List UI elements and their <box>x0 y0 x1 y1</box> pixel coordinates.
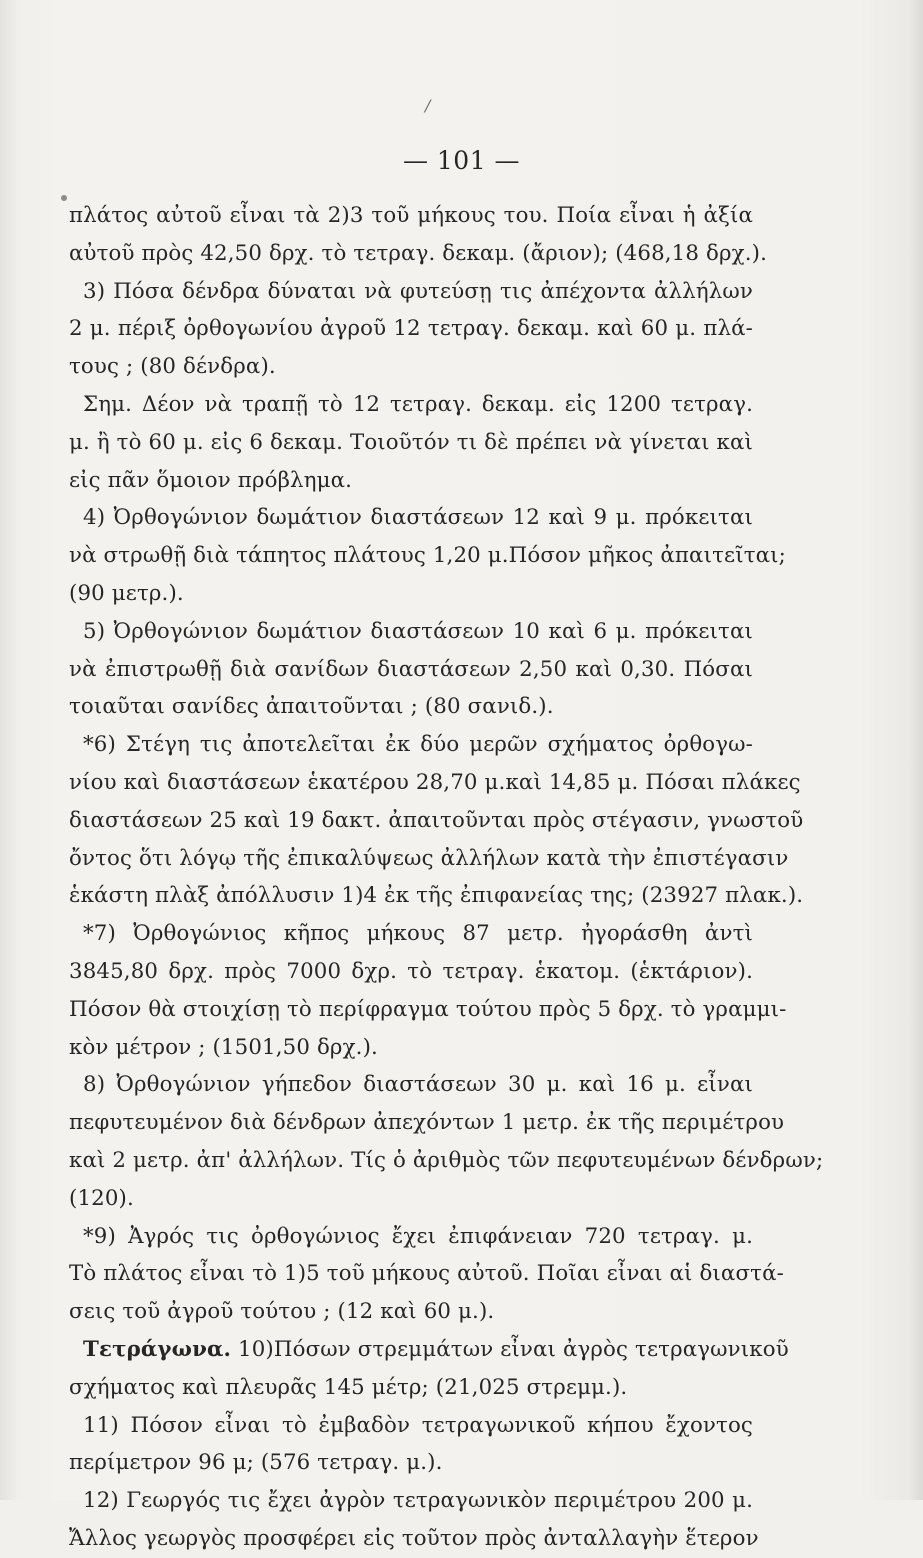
text-line: (120). <box>69 1185 134 1211</box>
text-line: νὰ ἐπιστρωθῇ διὰ σανίδων διαστάσεων 2,50 καὶ 0,30. Πόσαι <box>69 656 753 682</box>
text-line-rest: 10)Πόσων στρεμμάτων εἶναι ἀγρὸς τετραγωνικοῦ <box>238 1336 789 1362</box>
text-line: Ἄλλος γεωργὸς προσφέρει εἰς τοῦτον πρὸς ἀνταλλαγὴν ἕτερον <box>69 1525 759 1551</box>
text-line: σχήματος καὶ πλευρᾶς 145 μέτρ; (21,025 στρεμμ.). <box>69 1374 628 1400</box>
text-line: κὸν μέτρον ; (1501,50 δρχ.). <box>69 1034 378 1060</box>
page-number: — 101 — <box>402 146 521 175</box>
paper-speck <box>61 195 67 201</box>
text-line: διαστάσεων 25 καὶ 19 δακτ. ἀπαιτοῦνται πρὸς στέγασιν, γνωστοῦ <box>69 807 804 833</box>
text-line: σεις τοῦ ἀγροῦ τούτου ; (12 καὶ 60 μ.). <box>69 1299 495 1325</box>
body-text <box>69 197 824 1558</box>
text-line: 3) Πόσα δένδρα δύναται νὰ φυτεύσῃ τις ἀπέχοντα ἀλλήλων <box>83 278 753 304</box>
text-line: τους ; (80 δένδρα). <box>69 354 276 380</box>
text-line-with-heading <box>69 1331 789 1369</box>
text-line: 4) Ὀρθογώνιον δωμάτιον διαστάσεων 12 καὶ 9 μ. πρόκειται <box>83 505 753 531</box>
text-line: 8) Ὀρθογώνιον γήπεδον διαστάσεων 30 μ. καὶ 16 μ. εἶναι <box>83 1072 753 1098</box>
text-line: περίμετρον 96 μ; (576 τετραγ. μ.). <box>69 1450 443 1476</box>
section-heading: Τετράγωνα. <box>83 1336 232 1362</box>
text-line: 3845,80 δρχ. πρὸς 7000 δχρ. τὸ τετραγ. ἑκατομ. (ἑκτάριον). <box>69 958 753 984</box>
text-line: εἰς πᾶν ὅμοιον πρόβλημα. <box>69 467 353 493</box>
text-line: Πόσον θὰ στοιχίσῃ τὸ περίφραγμα τούτου πρὸς 5 δρχ. τὸ γραμμι- <box>69 996 787 1022</box>
text-line: *7) Ὀρθογώνιος κῆπος μήκους 87 μετρ. ἠγοράσθη ἀντὶ <box>83 921 753 947</box>
text-line: πλάτος αὐτοῦ εἶναι τὰ 2)3 τοῦ μήκους του. Ποία εἶναι ἡ ἀξία <box>69 203 753 228</box>
text-line: νὰ στρωθῇ διὰ τάπητος πλάτους 1,20 μ.Πόσον μῆκος ἀπαιτεῖται; <box>69 543 786 569</box>
text-line: *6) Στέγη τις ἀποτελεῖται ἐκ δύο μερῶν σχήματος ὀρθογω- <box>83 732 753 758</box>
text-line: μ. ἢ τὸ 60 μ. εἰς 6 δεκαμ. Τοιοῦτόν τι δὲ πρέπει νὰ γίνεται καὶ <box>69 429 753 455</box>
text-line: ἑκάστη πλὰξ ἀπόλλυσιν 1)4 ἐκ τῆς ἐπιφανείας της; (23927 πλακ.). <box>69 883 804 909</box>
text-line: νίου καὶ διαστάσεων ἑκατέρου 28,70 μ.καὶ 14,85 μ. Πόσαι πλάκες <box>69 769 801 795</box>
text-line: αὐτοῦ πρὸς 42,50 δρχ. τὸ τετραγ. δεκαμ. (ἄριον); (468,18 δρχ.). <box>69 240 768 266</box>
text-line: *9) Ἀγρός τις ὀρθογώνιος ἔχει ἐπιφάνειαν 720 τετραγ. μ. <box>83 1223 753 1249</box>
text-line: 5) Ὀρθογώνιον δωμάτιον διαστάσεων 10 καὶ 6 μ. πρόκειται <box>83 618 753 644</box>
text-line: τοιαῦται σανίδες ἀπαιτοῦνται ; (80 σανιδ.). <box>69 694 554 720</box>
stray-pen-mark: / <box>425 96 431 115</box>
text-line: 12) Γεωργός τις ἔχει ἀγρὸν τετραγωνικὸν περιμέτρου 200 μ. <box>83 1488 753 1514</box>
text-line: 2 μ. πέριξ ὀρθογωνίου ἀγροῦ 12 τετραγ. δεκαμ. καὶ 60 μ. πλά- <box>69 316 753 342</box>
text-line: ὄντος ὅτι λόγῳ τῆς ἐπικαλύψεως ἀλλήλων κατὰ τὴν ἐπιστέγασιν <box>69 845 789 871</box>
text-line: Τὸ πλάτος εἶναι τὸ 1)5 τοῦ μήκους αὐτοῦ. Ποῖαι εἶναι αἱ διαστά- <box>69 1261 784 1287</box>
text-line: πεφυτευμένον διὰ δένδρων ἀπεχόντων 1 μετρ. ἐκ τῆς περιμέτρου <box>69 1110 785 1136</box>
page-edge-shadow <box>909 0 923 1500</box>
text-line: καὶ 2 μετρ. ἀπ' ἀλλήλων. Τίς ὁ ἀριθμὸς τῶν πεφυτευμένων δένδρων; <box>69 1147 824 1173</box>
text-line: (90 μετρ.). <box>69 580 184 606</box>
text-line: 11) Πόσον εἶναι τὸ ἐμβαδὸν τετραγωνικοῦ κήπου ἔχοντος <box>83 1412 753 1438</box>
text-line: Σημ. Δέον νὰ τραπῇ τὸ 12 τετραγ. δεκαμ. εἰς 1200 τετραγ. <box>83 391 753 417</box>
